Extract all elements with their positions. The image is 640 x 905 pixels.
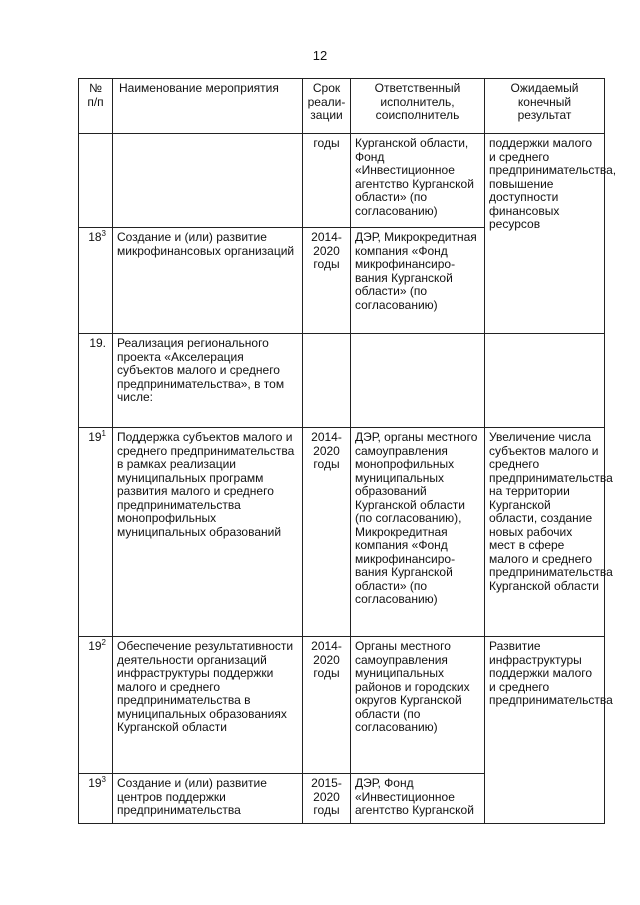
measures-table: [78, 78, 617, 824]
measure-result: Развитие инфраструктуры поддержки малого и среднего предпринимательства: [485, 637, 605, 824]
measure-term: годы: [303, 134, 351, 228]
header-term: Срок реали- зации: [303, 79, 351, 134]
table-row: [79, 428, 605, 637]
header-result: Ожидаемый конечный результат: [485, 79, 605, 134]
table-header-row: [79, 79, 605, 134]
measure-name: Создание и (или) развитие центров поддержки предпринимательства: [113, 774, 303, 824]
row-number: 19.: [79, 334, 113, 428]
measure-term: 2014- 2020 годы: [303, 637, 351, 774]
measure-responsible: [351, 334, 485, 428]
measure-name: Обеспечение результативности деятельности организаций инфраструктуры поддержки малого и среднего предпринимательства в муниципальных образованиях Курганской области: [113, 637, 303, 774]
header-responsible: Ответственный исполнитель, соисполнитель: [351, 79, 485, 134]
measure-name: [113, 134, 303, 228]
measure-term: 2014- 2020 годы: [303, 228, 351, 334]
page-number: 12: [312, 48, 328, 63]
table-row: [79, 134, 605, 228]
header-name: Наименование мероприятия: [113, 79, 303, 134]
table-row: [79, 637, 605, 774]
row-number: $18^3$: [79, 228, 113, 334]
measure-responsible: ДЭР, органы местного самоуправления монопрофильных муниципальных образований Курганской области (по согласованию), Микрокредитная компания «Фонд микрофинансиро-вания Курганской области» (по согласованию): [351, 428, 485, 637]
table-row: [79, 334, 605, 428]
measure-result: Увеличение числа субъектов малого и среднего предпринимательства на территории Курганской области, создание новых рабочих мест в сфере малого и среднего предпринимательства Курганской области: [485, 428, 605, 637]
header-num: № п/п: [79, 79, 113, 134]
measure-term: [303, 334, 351, 428]
row-number: [79, 134, 113, 228]
measure-name: Поддержка субъектов малого и среднего предпринимательства в рамках реализации муниципальных программ развития малого и среднего предпринимательства монопрофильных муниципальных образований: [113, 428, 303, 637]
measure-responsible: Органы местного самоуправления муниципальных районов и городских округов Курганской области (по согласованию): [351, 637, 485, 774]
row-number: $19^1$: [79, 428, 113, 637]
row-number: $19^2$: [79, 637, 113, 774]
measure-result: [485, 334, 605, 428]
measure-responsible: ДЭР, Фонд «Инвестиционное агентство Курганской: [351, 774, 485, 824]
measure-term: 2014- 2020 годы: [303, 428, 351, 637]
measure-name: Создание и (или) развитие микрофинансовых организаций: [113, 228, 303, 334]
measure-responsible: Курганской области, Фонд «Инвестиционное агентство Курганской области» (по согласованию): [351, 134, 485, 228]
measure-name: Реализация регионального проекта «Акселерация субъектов малого и среднего предпринимательства», в том числе:: [113, 334, 303, 428]
measure-term: 2015- 2020 годы: [303, 774, 351, 824]
row-number: $19^3$: [79, 774, 113, 824]
measure-result: поддержки малого и среднего предпринимательства, повышение доступности финансовых ресурсов: [485, 134, 605, 334]
measure-responsible: ДЭР, Микрокредитная компания «Фонд микрофинансиро-вания Курганской области» (по согласованию): [351, 228, 485, 334]
